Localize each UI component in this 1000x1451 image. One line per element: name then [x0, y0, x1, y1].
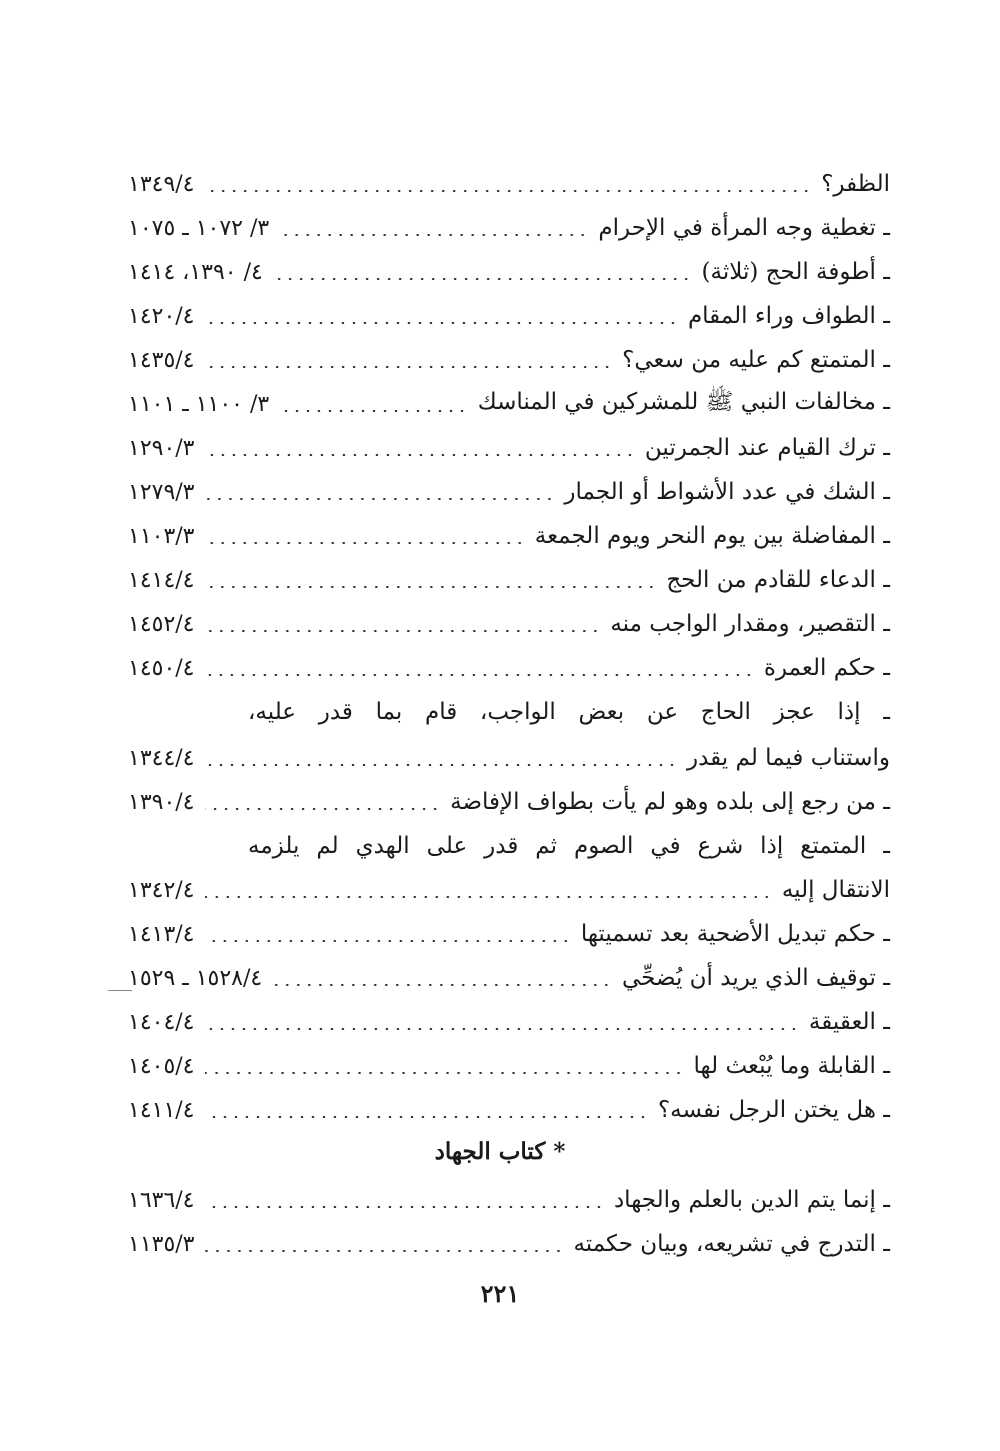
entry-reference: ١١٣٥/٣ — [128, 1231, 195, 1257]
leader-dots — [205, 1250, 564, 1252]
entry-title: ـ ترك القيام عند الجمرتين — [644, 435, 890, 461]
entry-reference: ١٤٥٠/٤ — [128, 655, 195, 681]
index-entry — [128, 648, 890, 688]
entry-title: ـ المتمتع إذا شرع في الصوم ثم قدر على الهدي لم يلزمه — [248, 833, 890, 859]
section-mark: * — [553, 1138, 566, 1165]
entry-title: ـ أطوفة الحج (ثلاثة) — [701, 259, 890, 285]
leader-dots — [205, 454, 635, 456]
leader-dots — [205, 1206, 604, 1208]
entry-title: ـ المفاضلة بين يوم النحر ويوم الجمعة — [534, 523, 890, 549]
leader-dots — [205, 674, 754, 676]
index-entry — [128, 1090, 890, 1130]
leader-dots — [205, 322, 678, 324]
entry-reference: ١٤٠٥/٤ — [128, 1053, 195, 1079]
index-entry — [128, 914, 890, 954]
index-entry-continuation — [128, 870, 890, 910]
entry-reference: ١٤١٣/٤ — [128, 921, 195, 947]
entry-reference: ١٢٧٩/٣ — [128, 479, 195, 505]
index-entry — [128, 384, 890, 424]
leader-dots — [279, 410, 467, 412]
entry-reference: ١٣٤٢/٤ — [128, 877, 195, 903]
leader-dots — [205, 190, 812, 192]
leader-dots — [205, 940, 571, 942]
entry-title: ـ الدعاء للقادم من الحج — [666, 567, 890, 593]
index-entry — [128, 164, 890, 204]
entry-title: الظفر؟ — [821, 171, 890, 197]
index-entry-first-line — [248, 826, 890, 866]
index-entry — [128, 782, 890, 822]
margin-mark — [108, 990, 132, 991]
section-heading — [0, 1138, 1000, 1174]
entry-reference: ١٤١٤/٤ — [128, 567, 195, 593]
entry-reference: ١٦٣٦/٤ — [128, 1187, 195, 1213]
entry-title: ـ العقيقة — [808, 1009, 890, 1035]
entry-title: ـ تغطية وجه المرأة في الإحرام — [598, 215, 890, 241]
entry-title: ـ إنما يتم الدين بالعلم والجهاد — [613, 1187, 890, 1213]
index-entry-first-line — [248, 692, 890, 732]
entry-reference: ١٢٩٠/٣ — [128, 435, 195, 461]
index-entry — [128, 472, 890, 512]
entry-title: ـ القابلة وما يُبْعث لها — [693, 1053, 890, 1079]
leader-dots — [205, 1116, 648, 1118]
leader-dots — [205, 630, 601, 632]
index-entry-continuation — [128, 738, 890, 778]
entry-reference: ١٤١١/٤ — [128, 1097, 195, 1123]
page-number: ٢٢١ — [480, 1279, 520, 1308]
index-entry — [128, 340, 890, 380]
entry-reference: ١٣٤٤/٤ — [128, 745, 195, 771]
index-entry — [128, 1002, 890, 1042]
entry-reference: ٣/ ١١٠٠ ـ ١١٠١ — [128, 391, 270, 417]
leader-dots — [205, 542, 525, 544]
index-entry — [128, 560, 890, 600]
entry-title: ـ مخالفات النبي ﷺ للمشركين في المناسك — [477, 389, 890, 415]
leader-dots — [205, 366, 613, 368]
entry-title: ـ من رجع إلى بلده وهو لم يأت بطواف الإفاضة — [450, 789, 890, 815]
entry-title: ـ التقصير، ومقدار الواجب منه — [610, 611, 890, 637]
index-entry — [128, 208, 890, 248]
entry-title-continuation: واستناب فيما لم يقدر — [686, 745, 890, 771]
index-entry — [128, 604, 890, 644]
index-entry — [128, 1180, 890, 1220]
entry-title: ـ هل يختن الرجل نفسه؟ — [657, 1097, 890, 1123]
entry-title: ـ الطواف وراء المقام — [687, 303, 890, 329]
index-entry — [128, 516, 890, 556]
leader-dots — [273, 278, 692, 280]
leader-dots — [205, 1028, 799, 1030]
index-entry — [128, 296, 890, 336]
entry-reference: ١٤٣٥/٤ — [128, 347, 195, 373]
entry-title: ـ حكم العمرة — [763, 655, 890, 681]
entry-title: ـ توقيف الذي يريد أن يُضحِّي — [621, 965, 890, 991]
entry-title: ـ المتمتع كم عليه من سعي؟ — [622, 347, 890, 373]
leader-dots — [279, 234, 588, 236]
leader-dots — [205, 1072, 684, 1074]
entry-title: ـ التدرج في تشريعه، وبيان حكمته — [573, 1231, 890, 1257]
entry-reference: ٣/ ١٠٧٢ ـ ١٠٧٥ — [128, 215, 270, 241]
entry-reference: ٤/ ١٣٩٠، ١٤١٤ — [128, 259, 263, 285]
index-entry — [128, 1046, 890, 1086]
entry-reference: ١٤٠٤/٤ — [128, 1009, 195, 1035]
entry-reference: ١٤٥٢/٤ — [128, 611, 195, 637]
leader-dots — [205, 586, 657, 588]
leader-dots — [205, 896, 772, 898]
entry-title: ـ حكم تبديل الأضحية بعد تسميتها — [580, 921, 890, 947]
index-entry — [128, 958, 890, 998]
leader-dots — [205, 498, 555, 500]
leader-dots — [272, 984, 612, 986]
section-title: كتاب الجهاد — [434, 1138, 546, 1165]
entry-reference: ١٣٤٩/٤ — [128, 171, 195, 197]
entry-reference: ١٣٩٠/٤ — [128, 789, 195, 815]
entry-reference: ١٤٢٠/٤ — [128, 303, 195, 329]
index-entry — [128, 428, 890, 468]
entry-title: ـ الشك في عدد الأشواط أو الجمار — [564, 479, 890, 505]
entry-reference: ١٥٢٨/٤ ـ ١٥٢٩ — [128, 965, 263, 991]
entry-title: ـ إذا عجز الحاج عن بعض الواجب، قام بما قدر عليه، — [248, 699, 890, 725]
leader-dots — [205, 808, 441, 810]
leader-dots — [205, 764, 677, 766]
entry-reference: ١١٠٣/٣ — [128, 523, 195, 549]
index-entry — [128, 1224, 890, 1264]
entry-title-continuation: الانتقال إليه — [781, 877, 890, 903]
index-entry — [128, 252, 890, 292]
